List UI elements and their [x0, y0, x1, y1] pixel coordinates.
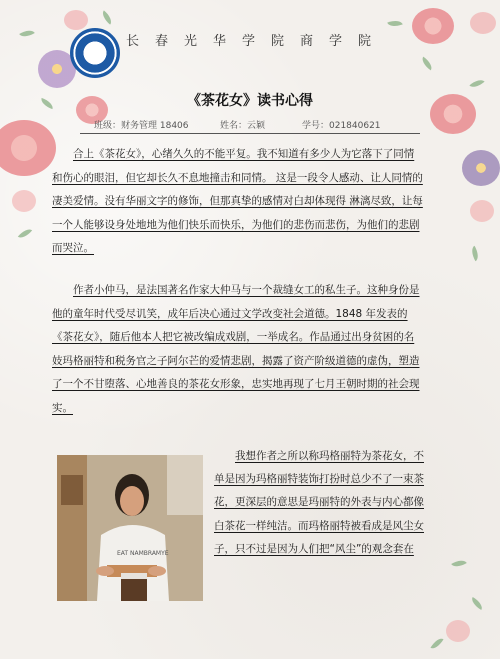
name-label: 姓名：云颖 — [220, 121, 266, 131]
paragraph-1 — [52, 143, 424, 261]
student-info — [80, 117, 420, 134]
class-label: 班级：财务管理 18406 — [94, 121, 189, 131]
paragraph-2 — [52, 279, 424, 421]
paragraph-3-text: 我想作者之所以称玛格丽特为茶花女，不单是因为玛格丽特装饰打扮时总少不了一束茶花，更深层的意思是玛丽特的外表与内心都像白茶花一样纯洁。而玛格丽特被看成是风尘女子，只不过是因为人们把“风尘”的观念套在 — [214, 450, 424, 555]
paragraph-2-text: 作者小仲马，是法国著名作家大仲马与一个裁缝女工的私生子。这种身份是他的童年时代受尽讥笑，成年后决心通过文学改变社会道德。1848 年发表的《茶花女》，随后他本人把它被改编成戏剧，一举成名。作品通过出身贫困的名妓玛格丽特和税务官之子阿尔芒的爱情悲剧，揭露了资产阶级道德的虚伪，塑造了一个不甘堕落、心地善良的茶花女形象，忠实地再现了七月王朝时期的社会现实。 — [52, 284, 420, 414]
photo-illustration — [57, 455, 203, 601]
shirt-text: EAT NAMBRAMYE — [117, 550, 169, 557]
paragraph-1-text: 合上《茶花女》，心绪久久的不能平复。我不知道有多少人为它落下了同情和伤心的眼泪，但它却长久不息地撞击和同情。 这是一段令人感动、让人同情的凄美爱情。没有华丽文字的修饰，但那真挚的感情对白却体现得 淋漓尽致，让每一个人能够设身处地地为他们快乐而快乐，为他们的悲伤而悲伤，为他们的悲剧而哭泣。 — [52, 148, 423, 255]
school-emblem-icon — [70, 28, 120, 78]
page-title: 《茶花女》读书心得 — [187, 93, 313, 109]
school-name: 长春光华学院商学院 — [126, 34, 388, 49]
student-id-label: 学号：021840621 — [302, 121, 381, 131]
paragraph-3 — [214, 445, 426, 561]
author-photo — [57, 455, 203, 601]
